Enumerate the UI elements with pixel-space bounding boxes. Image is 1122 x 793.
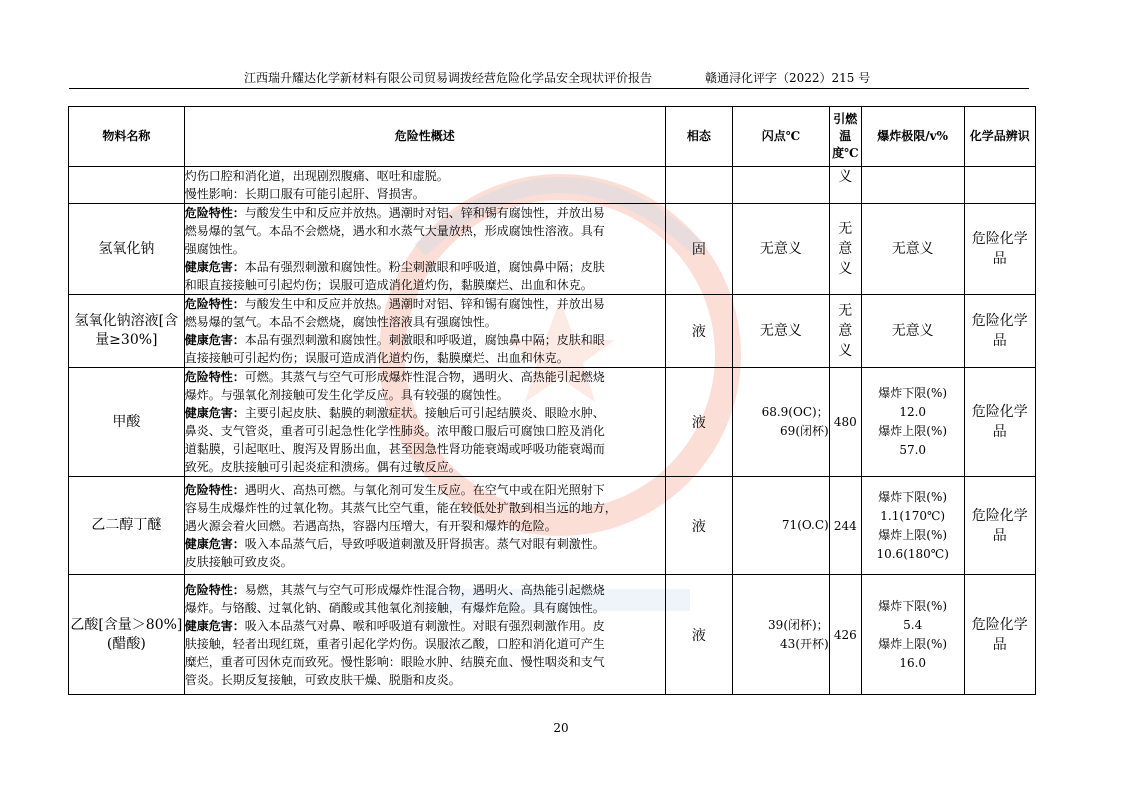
phase-cell: 液 [665, 575, 732, 695]
hazard-table [68, 106, 1036, 695]
material-name: 氢氧化钠 [69, 204, 185, 295]
phase-cell: 固 [665, 204, 732, 295]
hazard-cell: 危险特性：易燃，其蒸气与空气可形成爆炸性混合物，遇明火、高热能引起燃烧 爆炸。与铬酸、过氧化钠、硝酸或其他氧化剂接触，有爆炸危险。具有腐蚀性。 健康危害：吸入本品蒸气对鼻、喉和呼吸道有刺激性。对眼有强烈刺激作用。皮 肤接触，轻者出现红斑，重者引起化学灼伤。误服浓乙酸，口腔和消化道可产生 糜烂，重者可因休克而致死。慢性影响：眼睑水肿、结膜充血、慢性咽炎和支气 管炎。长期反复接触，可致皮肤干燥、脱脂和皮炎。 [184, 575, 665, 695]
table-row [69, 295, 1036, 368]
material-name: 乙酸[含量＞80%](醋酸) [69, 575, 185, 695]
hazard-cell: 灼伤口腔和消化道，出现剧烈腹痛、呕吐和虚脱。 慢性影响：长期口服有可能引起肝、肾损害。 [184, 167, 665, 204]
flash-cell: 71(O.C) [733, 477, 830, 575]
explosion-cell: 爆炸下限(%) 5.4 爆炸上限(%) 16.0 [861, 575, 964, 695]
chem-cell: 危险化学 品 [964, 368, 1036, 477]
material-name: 乙二醇丁醚 [69, 477, 185, 575]
chem-cell: 危险化学 品 [964, 575, 1036, 695]
table-row-continuation [69, 167, 1036, 204]
ignition-cell: 义 [829, 167, 861, 204]
flash-cell: 无意义 [733, 295, 830, 368]
col-chem: 化学品辨识 [964, 107, 1036, 167]
explosion-cell: 爆炸下限(%) 12.0 爆炸上限(%) 57.0 [861, 368, 964, 477]
col-phase: 相态 [665, 107, 732, 167]
page-header [69, 68, 1029, 88]
table-row [69, 204, 1036, 295]
page-number: 20 [553, 721, 569, 735]
report-title: 江西瑞升耀达化学新材料有限公司贸易调拨经营危险化学品安全现状评价报告 [244, 71, 653, 85]
phase-cell: 液 [665, 295, 732, 368]
flash-cell: 无意义 [733, 204, 830, 295]
ignition-cell: 426 [829, 575, 861, 695]
col-explosion: 爆炸极限/v% [861, 107, 964, 167]
report-reference: 赣通浔化评字（2022）215 号 [705, 71, 871, 85]
ignition-cell: 无 意 义 [829, 295, 861, 368]
explosion-cell: 无意义 [861, 204, 964, 295]
chem-cell: 危险化学 品 [964, 204, 1036, 295]
flash-cell: 68.9(OC)； 69(闭杯) [733, 368, 830, 477]
col-flash: 闪点℃ [733, 107, 830, 167]
ignition-cell: 244 [829, 477, 861, 575]
hazard-cell: 危险特性：遇明火、高热可燃。与氧化剂可发生反应。在空气中或在阳光照射下 容易生成爆炸性的过氧化物。其蒸气比空气重，能在较低处扩散到相当远的地方， 遇火源会着火回燃。若遇高热，容器内压增大，有开裂和爆炸的危险。 健康危害：吸入本品蒸气后，导致呼吸道刺激及肝肾损害。蒸气对眼有刺激性。 皮肤接触可致皮炎。 [184, 477, 665, 575]
table-row [69, 368, 1036, 477]
hazard-cell: 危险特性：与酸发生中和反应并放热。遇潮时对铝、锌和锡有腐蚀性，并放出易 燃易爆的氢气。本品不会燃烧，腐蚀性溶液具有强腐蚀性。 健康危害：本品有强烈刺激和腐蚀性。刺激眼和呼吸道，腐蚀鼻中隔；皮肤和眼 直接接触可引起灼伤；误服可造成消化道灼伤，黏膜糜烂、出血和休克。 [184, 295, 665, 368]
phase-cell: 液 [665, 477, 732, 575]
table-row [69, 575, 1036, 695]
col-ignition: 引燃 温 度℃ [829, 107, 861, 167]
ignition-cell: 无 意 义 [829, 204, 861, 295]
explosion-cell: 爆炸下限(%) 1.1(170℃) 爆炸上限(%) 10.6(180℃) [861, 477, 964, 575]
col-hazard: 危险性概述 [184, 107, 665, 167]
hazard-cell: 危险特性：与酸发生中和反应并放热。遇潮时对铝、锌和锡有腐蚀性，并放出易 燃易爆的氢气。本品不会燃烧，遇水和水蒸气大量放热，形成腐蚀性溶液。具有 强腐蚀性。 健康危害：本品有强烈刺激和腐蚀性。粉尘刺激眼和呼吸道，腐蚀鼻中隔；皮肤 和眼直接接触可引起灼伤；误服可造成消化道灼伤，黏膜糜烂、出血和休克。 [184, 204, 665, 295]
chem-cell: 危险化学 品 [964, 477, 1036, 575]
name-cell [69, 167, 185, 204]
chem-cell: 危险化学 品 [964, 295, 1036, 368]
material-name: 氢氧化钠溶液[含量≥30%] [69, 295, 185, 368]
col-name: 物料名称 [69, 107, 185, 167]
flash-cell: 39(闭杯)； 43(开杯) [733, 575, 830, 695]
material-name: 甲酸 [69, 368, 185, 477]
header-rule [69, 88, 1029, 89]
hazard-cell: 危险特性：可燃。其蒸气与空气可形成爆炸性混合物，遇明火、高热能引起燃烧 爆炸。与强氧化剂接触可发生化学反应。具有较强的腐蚀性。 健康危害：主要引起皮肤、黏膜的刺激症状。接触后可引起结膜炎、眼睑水肿、 鼻炎、支气管炎，重者可引起急性化学性肺炎。浓甲酸口服后可腐蚀口腔及消化 道黏膜，引起呕吐、腹泻及胃肠出血，甚至因急性肾功能衰竭或呼吸功能衰竭而 致死。皮肤接触可引起炎症和溃疡。偶有过敏反应。 [184, 368, 665, 477]
ignition-cell: 480 [829, 368, 861, 477]
explosion-cell: 无意义 [861, 295, 964, 368]
phase-cell: 液 [665, 368, 732, 477]
table-row [69, 477, 1036, 575]
table-header-row [69, 107, 1036, 167]
